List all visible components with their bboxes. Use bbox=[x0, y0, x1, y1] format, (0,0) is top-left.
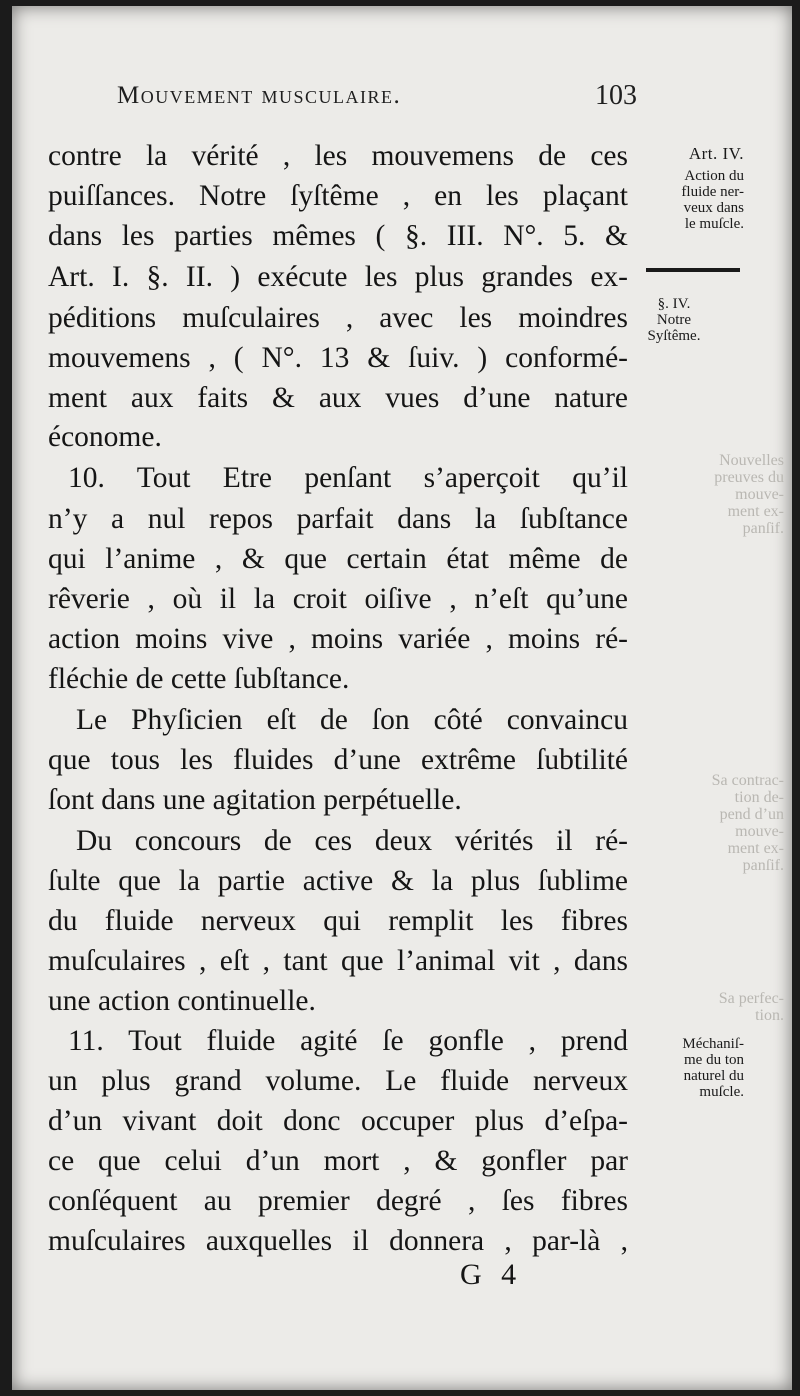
margin-note-line: Action du bbox=[684, 168, 744, 184]
margin-note-mechanisme bbox=[634, 1036, 744, 1100]
body-line: action moins vive , moins variée , moins ré- bbox=[48, 623, 628, 655]
body-line: ſulte que la partie active & la plus ſublime bbox=[48, 865, 628, 897]
body-line: conſéquent au premier degré , ſes fibres bbox=[48, 1185, 628, 1217]
book-page bbox=[12, 6, 792, 1390]
body-line: mouvemens , ( N°. 13 & ſuiv. ) conformé- bbox=[48, 342, 628, 374]
body-line: péditions muſculaires , avec les moindres bbox=[48, 302, 628, 334]
bleed-through-note bbox=[684, 990, 784, 1024]
body-line: du fluide nerveux qui remplit les fibres bbox=[48, 905, 628, 937]
page-header bbox=[117, 74, 637, 114]
margin-note-line: Notre bbox=[656, 312, 692, 328]
bleed-through-line: Sa perfec- bbox=[718, 990, 784, 1007]
bleed-through-line: mouve- bbox=[735, 486, 784, 503]
paragraph-10-start: 10. Tout Etre penſant s’aperçoit qu’il bbox=[68, 462, 628, 494]
margin-note-line: §. IV. bbox=[657, 296, 691, 312]
body-line: rêverie , où il la croit oiſive , n’eſt qu’une bbox=[48, 583, 628, 615]
bleed-through-line: tion de- bbox=[734, 789, 784, 806]
body-line: fléchie de cette ſubſtance. bbox=[48, 663, 350, 695]
bleed-through-line: Nouvelles bbox=[719, 452, 784, 469]
running-title: Mouvement musculaire. bbox=[117, 82, 402, 109]
body-line: d’un vivant doit donc occuper plus d’eſpa- bbox=[48, 1105, 628, 1137]
bleed-through-line: preuves du bbox=[714, 469, 784, 486]
bleed-through-line: pend d’un bbox=[719, 806, 784, 823]
paragraph-start: Le Phyſicien eſt de ſon côté convaincu bbox=[76, 704, 628, 736]
paragraph-11-start: 11. Tout fluide agité ſe gonfle , prend bbox=[68, 1025, 628, 1057]
bleed-through-note bbox=[684, 452, 784, 537]
body-line: ſont dans une agitation perpétuelle. bbox=[48, 784, 462, 816]
paragraph-start: Du concours de ces deux vérités il ré- bbox=[76, 825, 628, 857]
body-line: muſculaires , eſt , tant que l’animal vit , dans bbox=[48, 945, 628, 977]
bleed-through-line: mouve- bbox=[735, 823, 784, 840]
margin-note-line: le muſcle. bbox=[684, 216, 744, 232]
margin-article: Art. IV. bbox=[688, 144, 744, 163]
bleed-through-note bbox=[684, 772, 784, 874]
body-line: Art. I. §. II. ) exécute les plus grandes ex- bbox=[48, 261, 628, 293]
bleed-through-line: panſif. bbox=[742, 857, 784, 874]
body-line: économe. bbox=[48, 421, 162, 453]
margin-note-line: fluide ner- bbox=[681, 184, 744, 200]
body-line: contre la vérité , les mouvemens de ces bbox=[48, 140, 628, 172]
bleed-through-line: ment ex- bbox=[727, 840, 784, 857]
margin-divider bbox=[646, 268, 740, 272]
margin-note-line: Méchaniſ- bbox=[682, 1036, 744, 1052]
body-line: muſculaires auxquelles il donnera , par-là , bbox=[48, 1225, 628, 1257]
margin-note-line: me du ton bbox=[684, 1052, 744, 1068]
body-line: un plus grand volume. Le fluide nerveux bbox=[48, 1065, 628, 1097]
bleed-through-line: tion. bbox=[755, 1007, 784, 1024]
bleed-through-line: Sa contrac- bbox=[711, 772, 784, 789]
margin-note-line: veux dans bbox=[683, 200, 744, 216]
margin-note-line: Syſtême. bbox=[647, 328, 701, 344]
page-number: 103 bbox=[595, 80, 637, 111]
signature-mark: G 4 bbox=[460, 1258, 523, 1291]
body-line: qui l’anime , & que certain état même de bbox=[48, 543, 628, 575]
body-line: ment aux faits & aux vues d’une nature bbox=[48, 382, 628, 414]
margin-note-action bbox=[634, 168, 744, 232]
bleed-through-line: ment ex- bbox=[727, 503, 784, 520]
body-line: n’y a nul repos parfait dans la ſubſtance bbox=[48, 503, 628, 535]
bleed-through-line: panſif. bbox=[742, 520, 784, 537]
body-line: ce que celui d’un mort , & gonfler par bbox=[48, 1145, 628, 1177]
margin-note-line: muſcle. bbox=[699, 1084, 744, 1100]
body-line: dans les parties mêmes ( §. III. N°. 5. & bbox=[48, 220, 628, 252]
body-line: puiſſances. Notre ſyſtême , en les plaçant bbox=[48, 180, 628, 212]
margin-note-line: naturel du bbox=[683, 1068, 744, 1084]
body-line: que tous les fluides d’une extrême ſubtilité bbox=[48, 744, 628, 776]
margin-note-systeme bbox=[624, 296, 724, 344]
body-line: une action continuelle. bbox=[48, 985, 316, 1017]
